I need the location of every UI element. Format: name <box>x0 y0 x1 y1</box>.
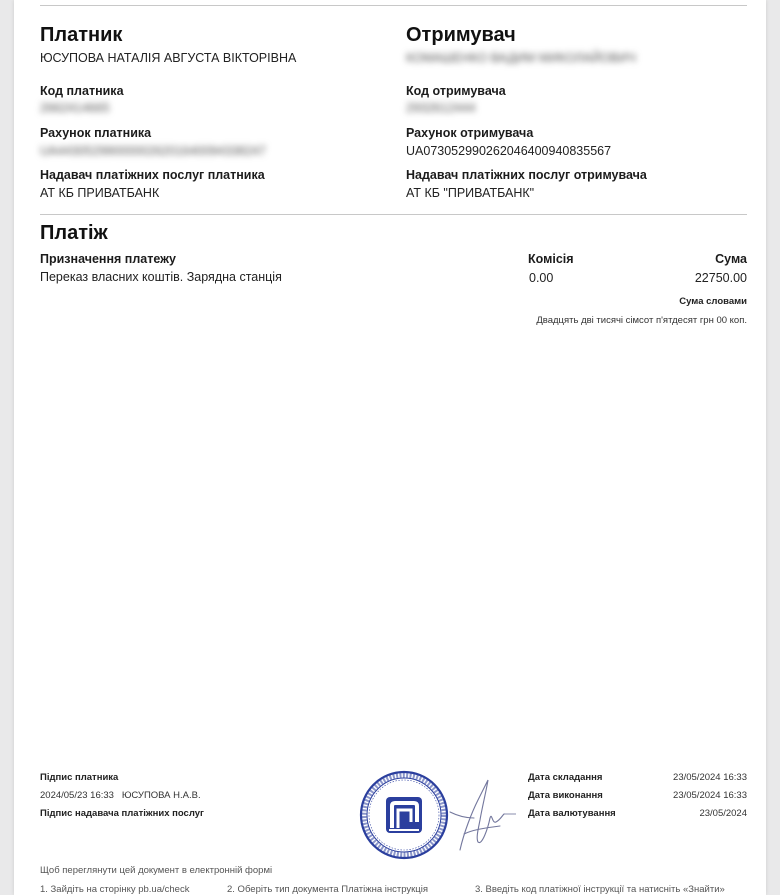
electronic-note: Щоб переглянути цей документ в електронній формі <box>40 865 273 876</box>
payer-provider-label: Надавач платіжних послуг платника <box>40 168 265 182</box>
commission-label: Комісія <box>528 252 574 266</box>
payer-code-label: Код платника <box>40 84 124 98</box>
signature-icon <box>442 772 522 852</box>
step-2: 2. Оберіть тип документа Платіжна інструкція <box>227 884 428 895</box>
sum-words-value: Двадцять дві тисячі сімсот п'ятдесят грн 00 коп. <box>536 315 747 326</box>
recipient-account-label: Рахунок отримувача <box>406 126 534 140</box>
recipient-name: КОМАШЕНКО ВАДИМ МИКОЛАЙОВИЧ <box>406 51 636 65</box>
date-value-label: Дата валютування <box>528 808 616 819</box>
date-executed-value: 23/05/2024 16:33 <box>673 790 747 801</box>
purpose-value: Переказ власних коштів. Зарядна станція <box>40 270 282 284</box>
recipient-code-value: 2932612444 <box>406 101 476 115</box>
section-divider <box>40 214 747 215</box>
date-created-label: Дата складання <box>528 772 603 783</box>
payer-provider-value: АТ КБ ПРИВАТБАНК <box>40 186 160 200</box>
commission-value: 0.00 <box>529 271 554 285</box>
date-executed-label: Дата виконання <box>528 790 603 801</box>
payer-code-value: 2662414665 <box>40 101 110 115</box>
purpose-label: Призначення платежу <box>40 252 176 266</box>
recipient-account-value: UA073052990262046400940835567 <box>406 144 612 158</box>
payer-heading: Платник <box>40 24 123 46</box>
recipient-provider-label: Надавач платіжних послуг отримувача <box>406 168 647 182</box>
sum-words-label: Сума словами <box>679 296 747 307</box>
sum-value: 22750.00 <box>694 271 747 285</box>
payer-account-value: UA443052990000026201640094338247 <box>40 144 266 158</box>
step-3: 3. Введіть код платіжної інструкції та натисніть «Знайти» <box>475 884 725 895</box>
recipient-code-label: Код отримувача <box>406 84 506 98</box>
payer-sign-value: 2024/05/23 16:33 ЮСУПОВА Н.А.В. <box>40 790 201 801</box>
bank-stamp-icon <box>359 770 449 860</box>
payment-document <box>14 0 766 895</box>
sum-label: Сума <box>715 252 747 266</box>
date-created-value: 23/05/2024 16:33 <box>673 772 747 783</box>
step-1: 1. Зайдіть на сторінку pb.ua/check <box>40 884 190 895</box>
payment-heading: Платіж <box>40 222 108 244</box>
provider-sign-label: Підпис надавача платіжних послуг <box>40 808 204 819</box>
recipient-heading: Отримувач <box>406 24 516 46</box>
payer-name: ЮСУПОВА НАТАЛІЯ АВГУСТА ВІКТОРІВНА <box>40 51 297 65</box>
recipient-provider-value: АТ КБ "ПРИВАТБАНК" <box>406 186 535 200</box>
top-divider <box>40 5 747 6</box>
payer-account-label: Рахунок платника <box>40 126 152 140</box>
payer-sign-label: Підпис платника <box>40 772 119 783</box>
date-value-value: 23/05/2024 <box>699 808 747 819</box>
